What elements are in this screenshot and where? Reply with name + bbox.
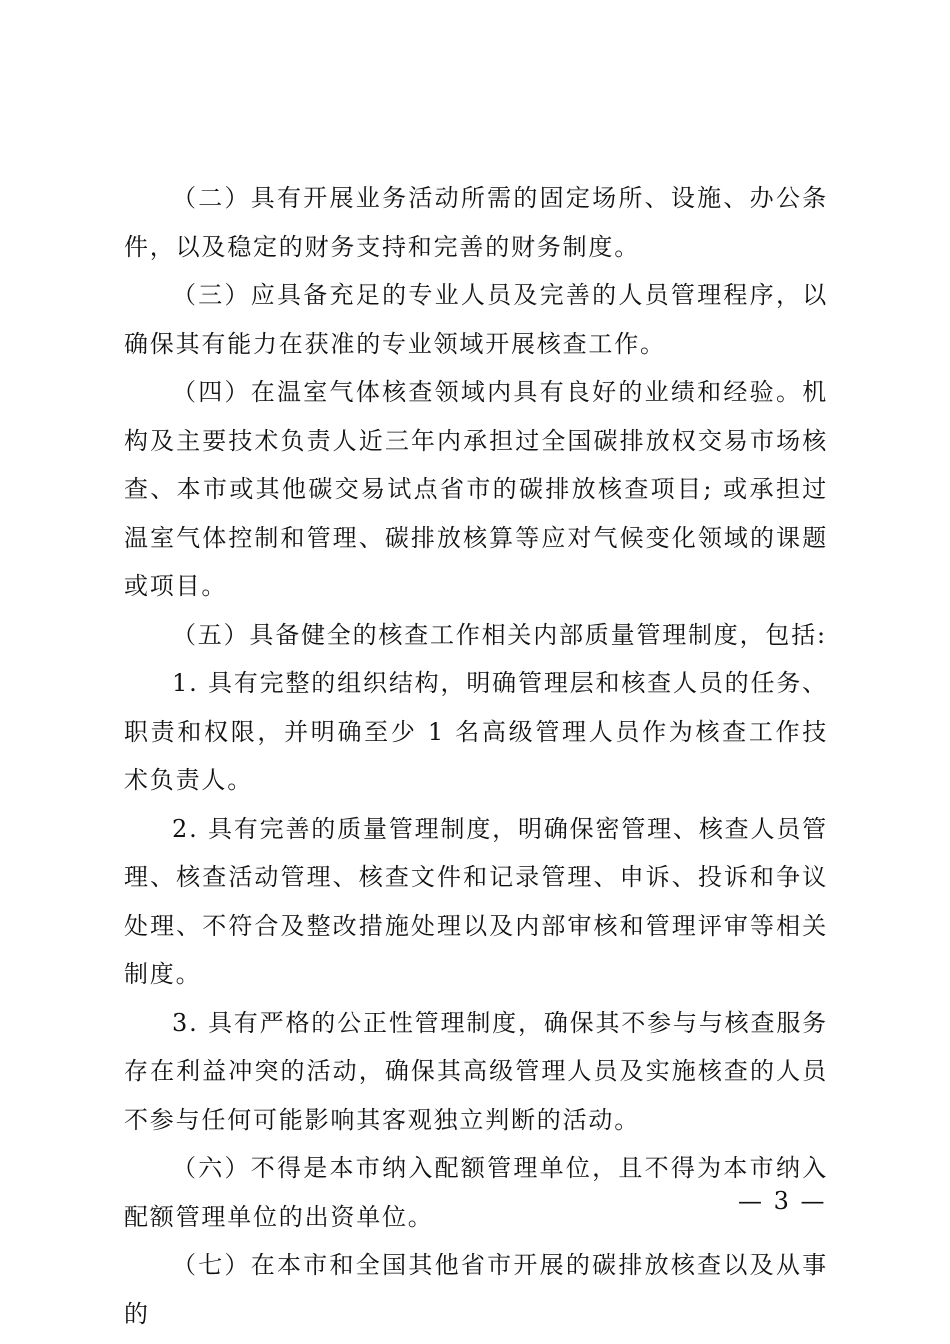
paragraph-2-premises: （二）具有开展业务活动所需的固定场所、设施、办公条件，以及稳定的财务支持和完善的财务制度。 — [124, 184, 828, 261]
paragraph-5-item-1: 1. 具有完整的组织结构，明确管理层和核查人员的任务、职责和权限，并明确至少 1 名高级管理人员作为核查工作技术负责人。 — [124, 669, 828, 794]
page-number: — 3 — — [738, 1187, 827, 1215]
paragraph-4-experience: （四）在温室气体核查领域内具有良好的业绩和经验。机构及主要技术负责人近三年内承担过全国碳排放权交易市场核查、本市或其他碳交易试点省市的碳排放核查项目; 或承担过温室气体控制和管理、碳排放核算等应对气候变化领域的课题或项目。 — [124, 378, 828, 600]
paragraph-5-item-2: 2. 具有完善的质量管理制度，明确保密管理、核查人员管理、核查活动管理、核查文件和记录管理、申诉、投诉和争议处理、不符合及整改措施处理以及内部审核和管理评审等相关制度。 — [124, 814, 828, 988]
paragraph-5-quality-system: （五）具备健全的核查工作相关内部质量管理制度，包括: — [172, 620, 827, 649]
paragraph-3-personnel: （三）应具备充足的专业人员及完善的人员管理程序，以确保其有能力在获准的专业领域开展核查工作。 — [124, 281, 828, 358]
paragraph-7-start: （七）在本市和全国其他省市开展的碳排放核查以及从事的 — [124, 1251, 828, 1328]
document-body — [124, 174, 828, 1338]
paragraph-5-item-3: 3. 具有严格的公正性管理制度，确保其不参与与核查服务存在利益冲突的活动，确保其高级管理人员及实施核查的人员不参与任何可能影响其客观独立判断的活动。 — [124, 1008, 828, 1134]
paragraph-6-conflict: （六）不得是本市纳入配额管理单位，且不得为本市纳入配额管理单位的出资单位。 — [124, 1154, 828, 1231]
